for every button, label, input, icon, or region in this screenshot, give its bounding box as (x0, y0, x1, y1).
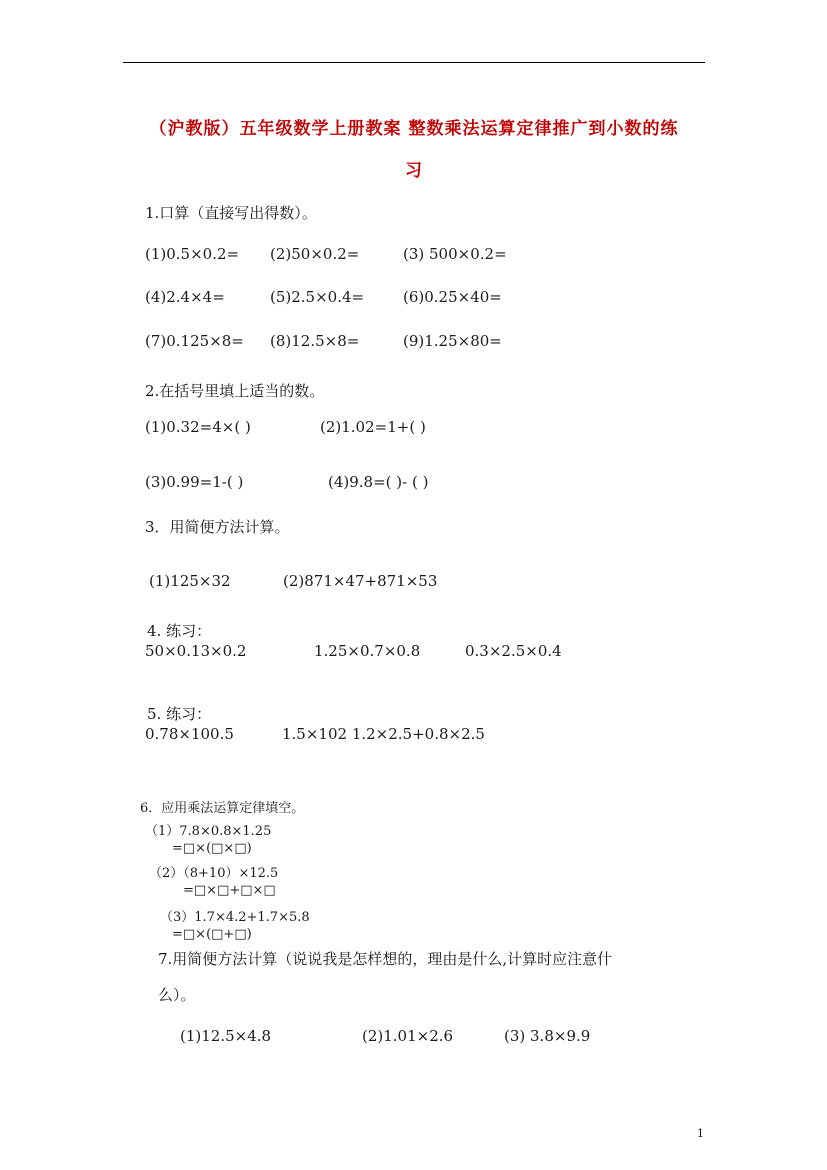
section-7-heading: 7.用简便方法计算（说说我是怎样想的，理由是什么,计算时应注意什 (158, 950, 613, 968)
section-5-heading: 5. 练习： (147, 705, 212, 723)
problem-1-7: (7)0.125×8= (145, 332, 244, 350)
problem-1-6: (6)0.25×40= (403, 288, 502, 306)
section-2-heading: 2.在括号里填上适当的数。 (145, 382, 325, 400)
problem-1-8: (8)12.5×8= (270, 332, 360, 350)
problem-6-3: （3）1.7×4.2+1.7×5.8 (160, 910, 310, 925)
page-title-continued: 习 (405, 161, 423, 181)
problem-1-1: (1)0.5×0.2= (145, 245, 240, 263)
section-4-heading: 4. 练习： (147, 622, 212, 640)
problem-2-3: (3)0.99=1-( ) (145, 473, 244, 491)
section-3-heading: 3．用简便方法计算。 (145, 518, 290, 536)
page-number: 1 (697, 1127, 704, 1140)
section-6-heading: 6．应用乘法运算定律填空。 (140, 801, 305, 816)
section-7-heading-continued: 么）。 (158, 986, 196, 1004)
header-rule (123, 62, 705, 63)
problem-7-1: (1)12.5×4.8 (180, 1027, 272, 1045)
problem-1-3: (3) 500×0.2= (403, 245, 507, 263)
problem-5-2: 1.5×102 1.2×2.5+0.8×2.5 (282, 725, 485, 743)
problem-3-1: (1)125×32 (149, 572, 231, 590)
problem-7-3: (3) 3.8×9.9 (504, 1027, 591, 1045)
problem-1-9: (9)1.25×80= (403, 332, 502, 350)
problem-2-4: (4)9.8=( )- ( ) (328, 473, 429, 491)
problem-1-4: (4)2.4×4= (145, 288, 225, 306)
problem-4-3: 0.3×2.5×0.4 (465, 642, 562, 660)
problem-2-1: (1)0.32=4×( ) (145, 418, 251, 436)
problem-5-1: 0.78×100.5 (145, 725, 234, 743)
page-title: （沪教版）五年级数学上册教案 整数乘法运算定律推广到小数的练 (149, 119, 679, 139)
problem-7-2: (2)1.01×2.6 (362, 1027, 454, 1045)
problem-2-2: (2)1.02=1+( ) (320, 418, 426, 436)
problem-4-1: 50×0.13×0.2 (145, 642, 247, 660)
problem-1-5: (5)2.5×0.4= (270, 288, 365, 306)
problem-6-1: （1）7.8×0.8×1.25 (145, 824, 272, 839)
problem-6-2-answer: =□×□+□×□ (183, 883, 276, 898)
section-1-heading: 1.口算（直接写出得数）。 (145, 204, 317, 222)
problem-6-3-answer: =□×(□+□) (172, 927, 252, 942)
problem-1-2: (2)50×0.2= (270, 245, 360, 263)
problem-6-2: （2）（8+10）×12.5 (149, 866, 279, 881)
problem-4-2: 1.25×0.7×0.8 (314, 642, 421, 660)
problem-3-2: (2)871×47+871×53 (283, 572, 438, 590)
problem-6-1-answer: =□×(□×□) (172, 841, 252, 856)
